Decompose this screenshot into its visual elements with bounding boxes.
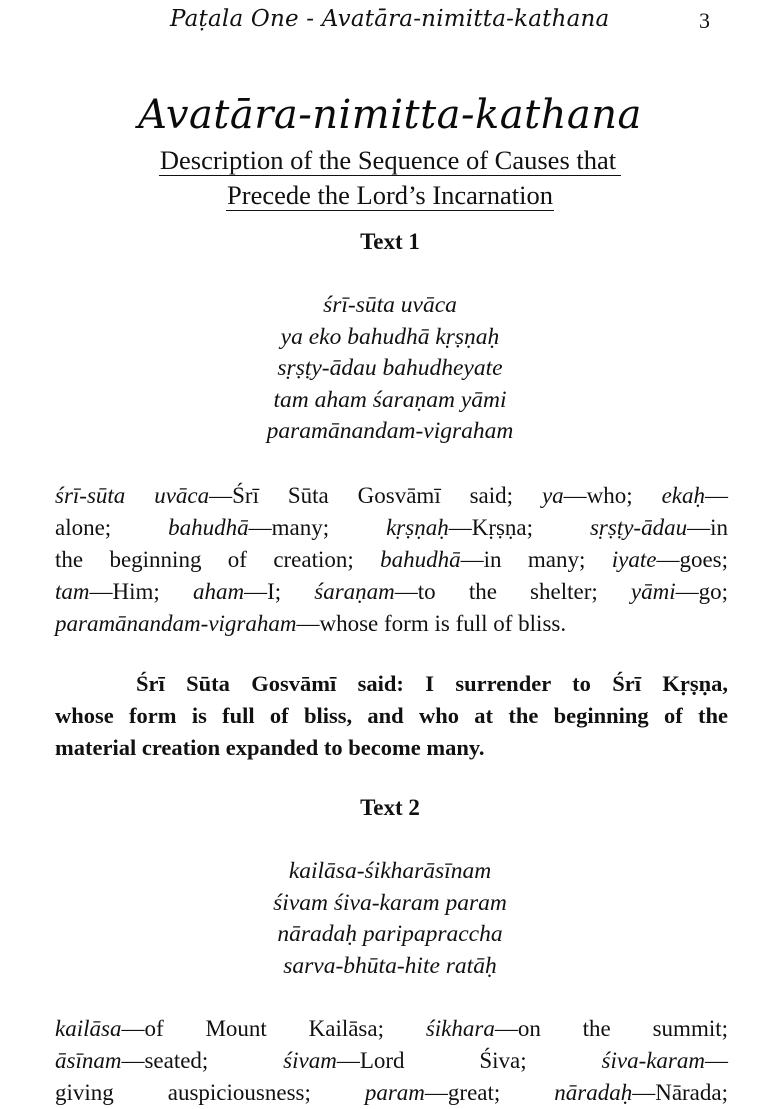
chapter-subtitle — [0, 143, 780, 213]
sanskrit-term: śrī-sūta uvāca — [55, 483, 210, 508]
text-2-synonyms — [55, 1013, 728, 1109]
sanskrit-term: āsīnam — [55, 1048, 122, 1073]
text-1-heading: Text 1 — [360, 229, 420, 254]
synonym-line — [55, 512, 728, 544]
verse-line: sarva-bhūta-hite ratāḥ — [283, 952, 497, 979]
gloss: —Lord Śiva; — [336, 1048, 602, 1073]
synonym-line — [55, 1077, 728, 1109]
running-head — [0, 4, 780, 38]
sanskrit-term: śiva-karam — [601, 1048, 705, 1073]
gloss: —in — [687, 515, 728, 540]
gloss: —great; — [424, 1080, 555, 1105]
gloss: —seated; — [121, 1048, 284, 1073]
gloss: —on the summit; — [494, 1016, 729, 1041]
verse-line: nāradaḥ paripapraccha — [277, 921, 503, 947]
verse-line: śrī-sūta uvāca — [323, 292, 457, 318]
translation-line: whose form is full of bliss, and who at the beginning of the — [55, 703, 728, 728]
text-1-verse — [0, 290, 780, 448]
sanskrit-term: bahudhā — [380, 547, 461, 572]
gloss: alone; — [55, 515, 169, 540]
synonym-line — [55, 480, 728, 512]
verse-line: kailāsa-śikharāsīnam — [288, 858, 492, 884]
sanskrit-term: paramānandam-vigraham — [55, 611, 297, 636]
subtitle-line-2: Precede the Lord’s Incarnation — [227, 180, 553, 210]
sanskrit-term: iyate — [611, 547, 657, 572]
text-1-translation — [55, 668, 728, 764]
gloss: —whose form is full of bliss. — [296, 611, 567, 636]
sanskrit-term: aham — [192, 579, 245, 604]
synonym-line — [55, 576, 728, 608]
text-1-synonyms — [55, 480, 728, 640]
translation-line: material creation expanded to become many. — [55, 735, 485, 760]
synonym-line — [55, 544, 728, 576]
verse-line: śivam śiva-karam param — [273, 889, 507, 916]
gloss: —I; — [244, 579, 315, 604]
verse-line: paramānandam-vigraham — [266, 418, 514, 444]
sanskrit-term: śikhara — [425, 1016, 495, 1041]
gloss: —Nārada; — [632, 1080, 728, 1105]
gloss: —Kṛṣṇa; — [448, 515, 590, 540]
sanskrit-term: kailāsa — [55, 1016, 122, 1041]
gloss: —who; — [563, 483, 662, 508]
gloss: —in many; — [460, 547, 612, 572]
sanskrit-term: śaraṇam — [314, 579, 395, 604]
sanskrit-term: kṛṣṇaḥ — [386, 515, 449, 540]
sanskrit-term: tam — [55, 579, 90, 604]
synonym-line — [55, 608, 728, 640]
gloss: — — [705, 483, 728, 508]
gloss: giving auspiciousness; — [55, 1080, 365, 1105]
sanskrit-term: yāmi — [630, 579, 676, 604]
gloss: —Him; — [89, 579, 193, 604]
chapter-title: Avatāra-nimitta-kathana — [138, 92, 642, 138]
gloss: the beginning of creation; — [55, 547, 381, 572]
verse-line: ya eko bahudhā kṛṣṇaḥ — [280, 323, 500, 350]
gloss: —go; — [675, 579, 729, 604]
sanskrit-term: ya — [541, 483, 564, 508]
gloss: —of Mount Kailāsa; — [121, 1016, 426, 1041]
gloss: — — [705, 1048, 728, 1073]
sanskrit-term: śivam — [283, 1048, 337, 1073]
page-number: 3 — [699, 8, 710, 33]
verse-line: tam aham śaraṇam yāmi — [273, 386, 507, 413]
translation-line: Śrī Sūta Gosvāmī said: I surrender to Śrī Kṛṣṇa, — [136, 671, 728, 696]
sanskrit-term: param — [364, 1080, 425, 1105]
sanskrit-term: sṛṣṭy-ādau — [589, 515, 688, 540]
sanskrit-term: ekaḥ — [661, 483, 705, 508]
text-2-heading: Text 2 — [360, 795, 420, 820]
verse-line: sṛṣṭy-ādau bahudheyate — [277, 355, 503, 381]
synonym-line — [55, 1013, 728, 1045]
synonym-line — [55, 1045, 728, 1077]
sanskrit-term: nāradaḥ — [554, 1080, 633, 1105]
gloss: —Śrī Sūta Gosvāmī said; — [209, 483, 542, 508]
running-head-title: Paṭala One - Avatāra-nimitta-kathana — [170, 6, 610, 32]
gloss: —to the shelter; — [394, 579, 631, 604]
subtitle-line-1: Description of the Sequence of Causes that — [159, 145, 621, 176]
gloss: —many; — [248, 515, 387, 540]
text-2-verse — [0, 856, 780, 982]
gloss: —goes; — [656, 547, 728, 572]
sanskrit-term: bahudhā — [168, 515, 249, 540]
